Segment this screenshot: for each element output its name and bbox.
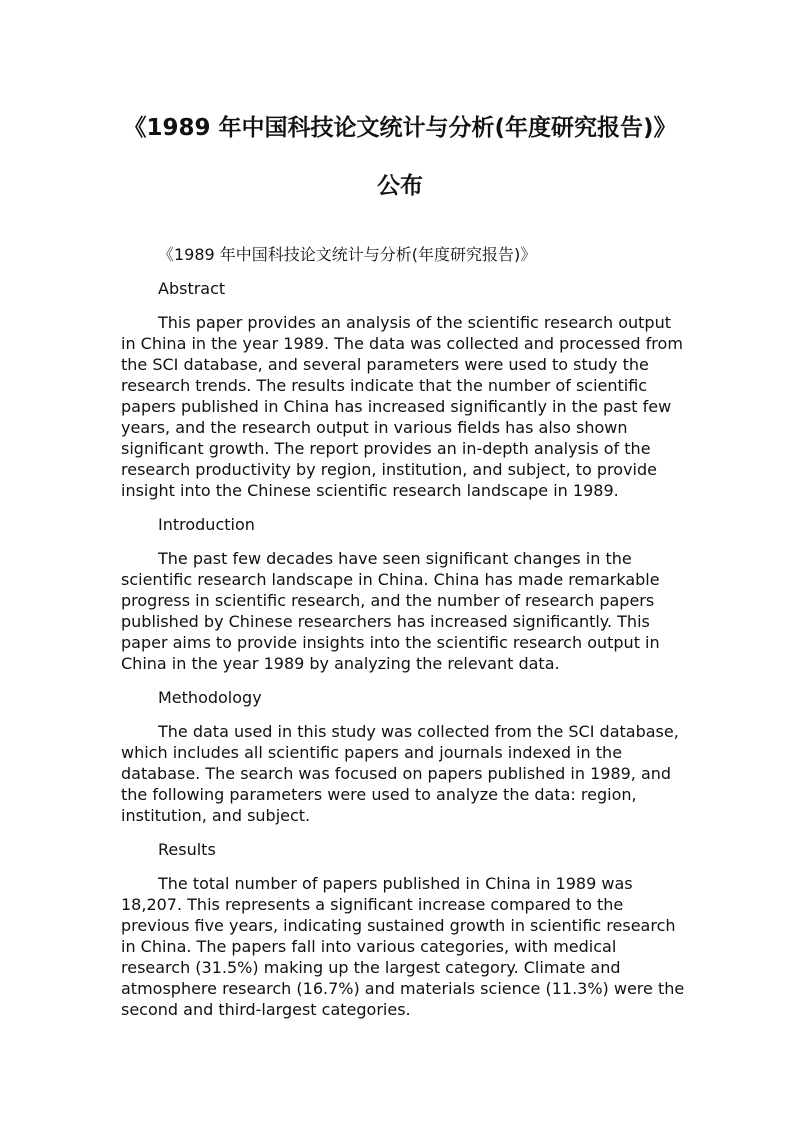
section-paragraph-methodology: The data used in this study was collected from the SCI database, which includes all scientific papers and journals indexed in the database. The search was focused on papers published in 1989, and the following parameters were used to analyze the data: region, institution, and subject.	[121, 722, 679, 825]
document-title: 《1989 年中国科技论文统计与分析(年度研究报告)》	[123, 115, 677, 141]
section-paragraph-introduction: The past few decades have seen significant changes in the scientific research landscape in China. China has made remarkable progress in scientific research, and the number of research papers published by Chinese researchers has increased significantly. This paper aims to provide insights into the scientific research output in China in the year 1989 by analyzing the relevant data.	[121, 549, 660, 673]
document-subtitle: 《1989 年中国科技论文统计与分析(年度研究报告)》	[158, 245, 537, 264]
section-heading-results: Results	[158, 840, 216, 859]
section-heading-abstract: Abstract	[158, 279, 226, 298]
section-paragraph-abstract: This paper provides an analysis of the scientific research output in China in the year 1989. The data was collected and processed from the SCI database, and several parameters were used to study the research trends. The results indicate that the number of scientific papers published in China has increased significantly in the past few years, and the research output in various fields has also shown significant growth. The report provides an in-depth analysis of the research productivity by region, institution, and subject, to provide insight into the Chinese scientific research landscape in 1989.	[121, 313, 683, 500]
document-body	[121, 244, 687, 1020]
section-heading-introduction: Introduction	[158, 515, 255, 534]
section-paragraph-results: The total number of papers published in China in 1989 was 18,207. This represents a significant increase compared to the previous five years, indicating sustained growth in scientific research in China. The papers fall into various categories, with medical research (31.5%) making up the largest category. Climate and atmosphere research (16.7%) and materials science (11.3%) were the second and third-largest categories.	[121, 874, 685, 1019]
document-title-continued: 公布	[377, 173, 423, 199]
section-heading-methodology: Methodology	[158, 688, 262, 707]
